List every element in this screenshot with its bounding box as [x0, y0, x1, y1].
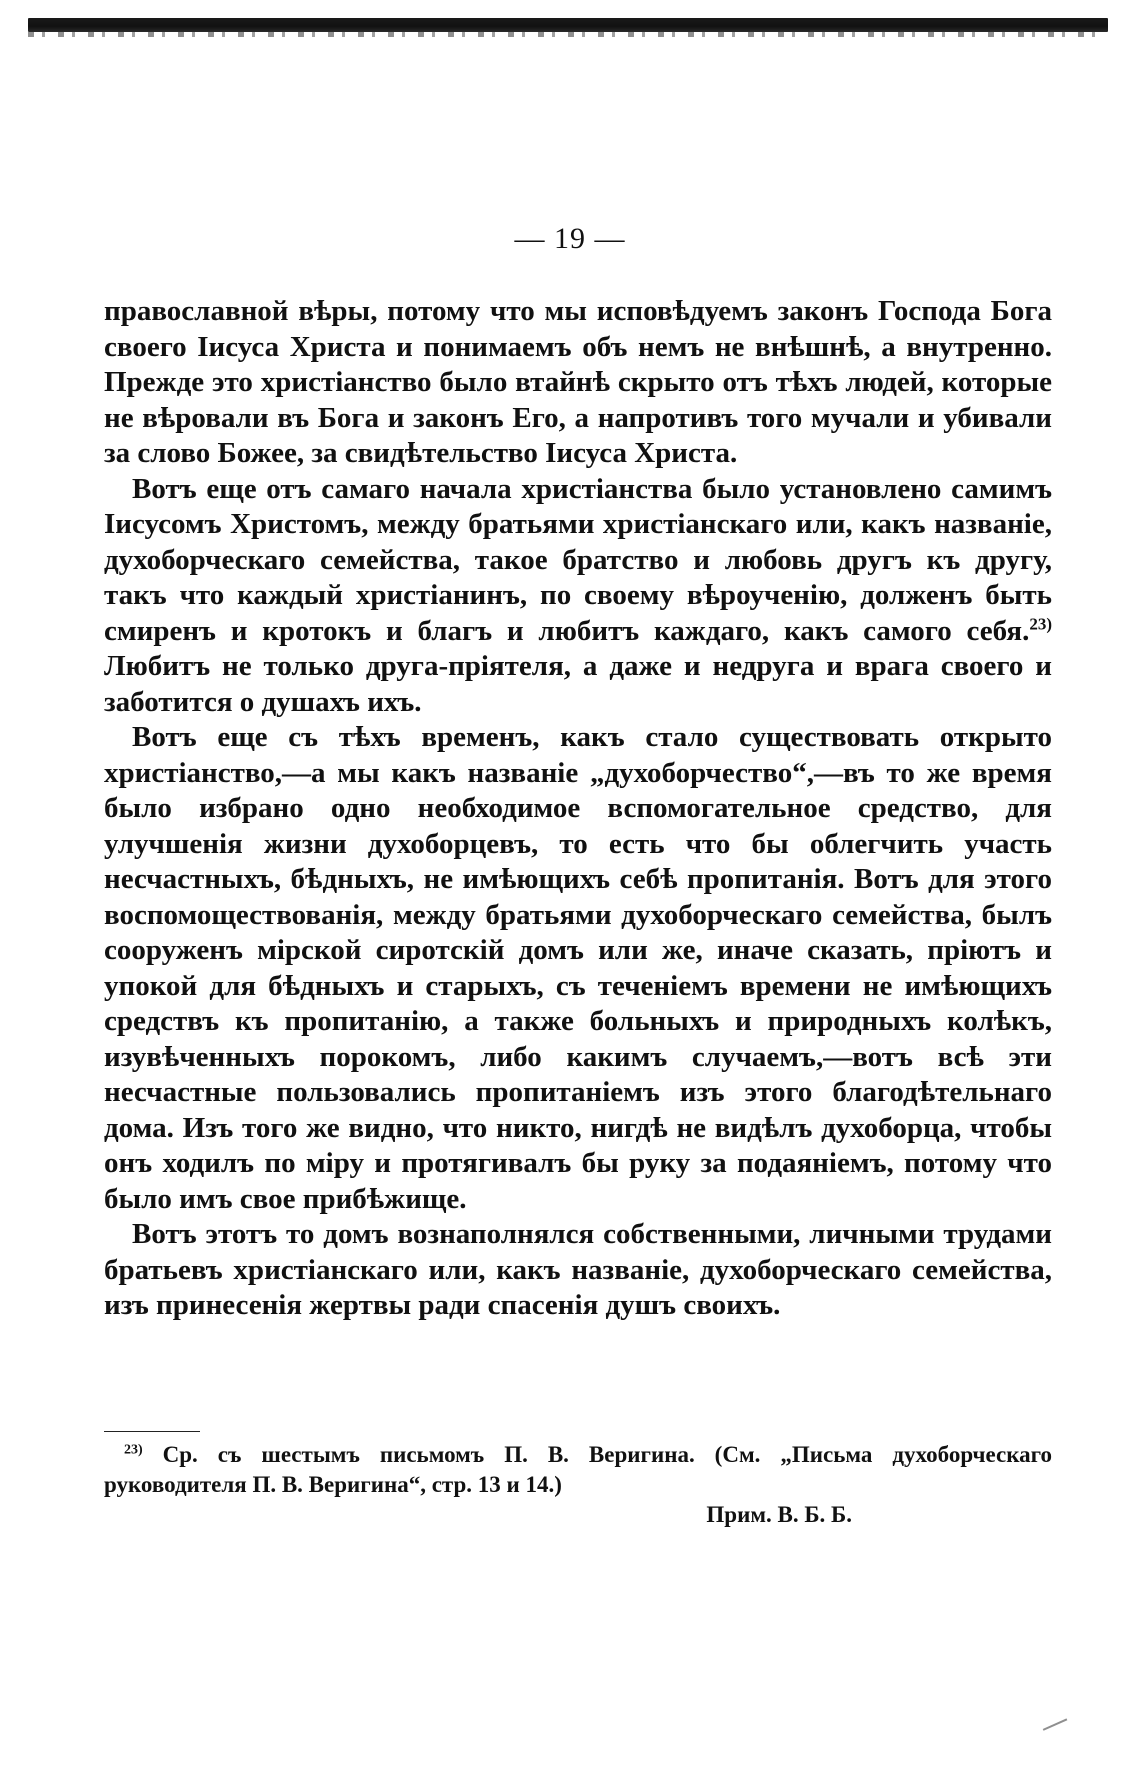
paragraph-3: Вотъ еще съ тѣхъ временъ, какъ стало существовать открыто христіанство,—а мы какъ названіе „духоборчество“,—въ то же время было избрано одно необходимое вспомогательное средство, для улучшенія жизни духоборцевъ, то есть что бы облегчить участь несчастныхъ, бѣдныхъ, не имѣющихъ себѣ пропитанія. Вотъ для этого воспомоществованія, между братьями духоборческаго семейства, былъ сооруженъ мірской сиротскій домъ или же, иначе сказать, пріютъ и упокой для бѣдныхъ и старыхъ, съ теченіемъ времени не имѣющихъ средствъ къ пропитанію, а также больныхъ и природныхъ колѣкъ, изувѣченныхъ порокомъ, либо какимъ случаемъ,—вотъ всѣ эти несчастные пользовались пропитаніемъ изъ этого благодѣтельнаго дома. Изъ того же видно, что никто, нигдѣ не видѣлъ духоборца, чтобы онъ ходилъ по міру и протягивалъ бы руку за подаяніемъ, потому что было имъ свое прибѣжище. — [104, 721, 1052, 1215]
page-number: — 19 — — [514, 222, 626, 255]
main-text — [104, 294, 1052, 1324]
paragraph-2-text: Вотъ еще отъ самаго начала христіанства было установлено самимъ Іисусомъ Христомъ, между братьями христіанскаго или, какъ названіе, духоборческаго семейства, такое братство и любовь другъ къ другу, такъ что каждый христіанинъ, по своему вѣроученію, долженъ быть смиренъ и кротокъ и благъ и любитъ каждаго, какъ самого себя. — [104, 472, 1052, 647]
paragraph-2 — [104, 472, 1052, 721]
footnote — [104, 1440, 1052, 1530]
footnote-separator — [104, 1431, 200, 1432]
footnote-body: Ср. съ шестымъ письмомъ П. В. Веригина. (См. „Письма духоборческаго руководителя П. В. Веригина“, стр. 13 и 14.) — [104, 1442, 1052, 1497]
footnote-reference[interactable]: 23) — [1029, 613, 1052, 633]
footnote-text — [104, 1440, 1052, 1500]
paragraph-4: Вотъ этотъ то домъ вознаполнялся собственными, личными трудами братьевъ христіанскаго или, какъ названіе, духоборческаго семейства, изъ принесенія жертвы ради спасенія душъ своихъ. — [104, 1218, 1052, 1321]
top-border-rule — [28, 18, 1108, 32]
ink-mark-icon — [1039, 1709, 1068, 1731]
footnote-signature: Прим. В. Б. Б. — [706, 1502, 852, 1527]
footnote-marker: 23) — [124, 1442, 143, 1458]
paragraph-2-continuation: Любитъ не только друга-пріятеля, а даже и недруга и врага своего и заботится о душахъ ихъ. — [104, 650, 1052, 718]
paragraph-1: православной вѣры, потому что мы исповѣдуемъ законъ Господа Бога своего Іисуса Христа и понимаемъ объ немъ не внѣшнѣ, а внутренно. Прежде это христіанство было втайнѣ скрыто отъ тѣхъ людей, которые не вѣровали въ Бога и законъ Его, а напротивъ того мучали и убивали за слово Божее, за свидѣтельство Іисуса Христа. — [104, 295, 1052, 469]
